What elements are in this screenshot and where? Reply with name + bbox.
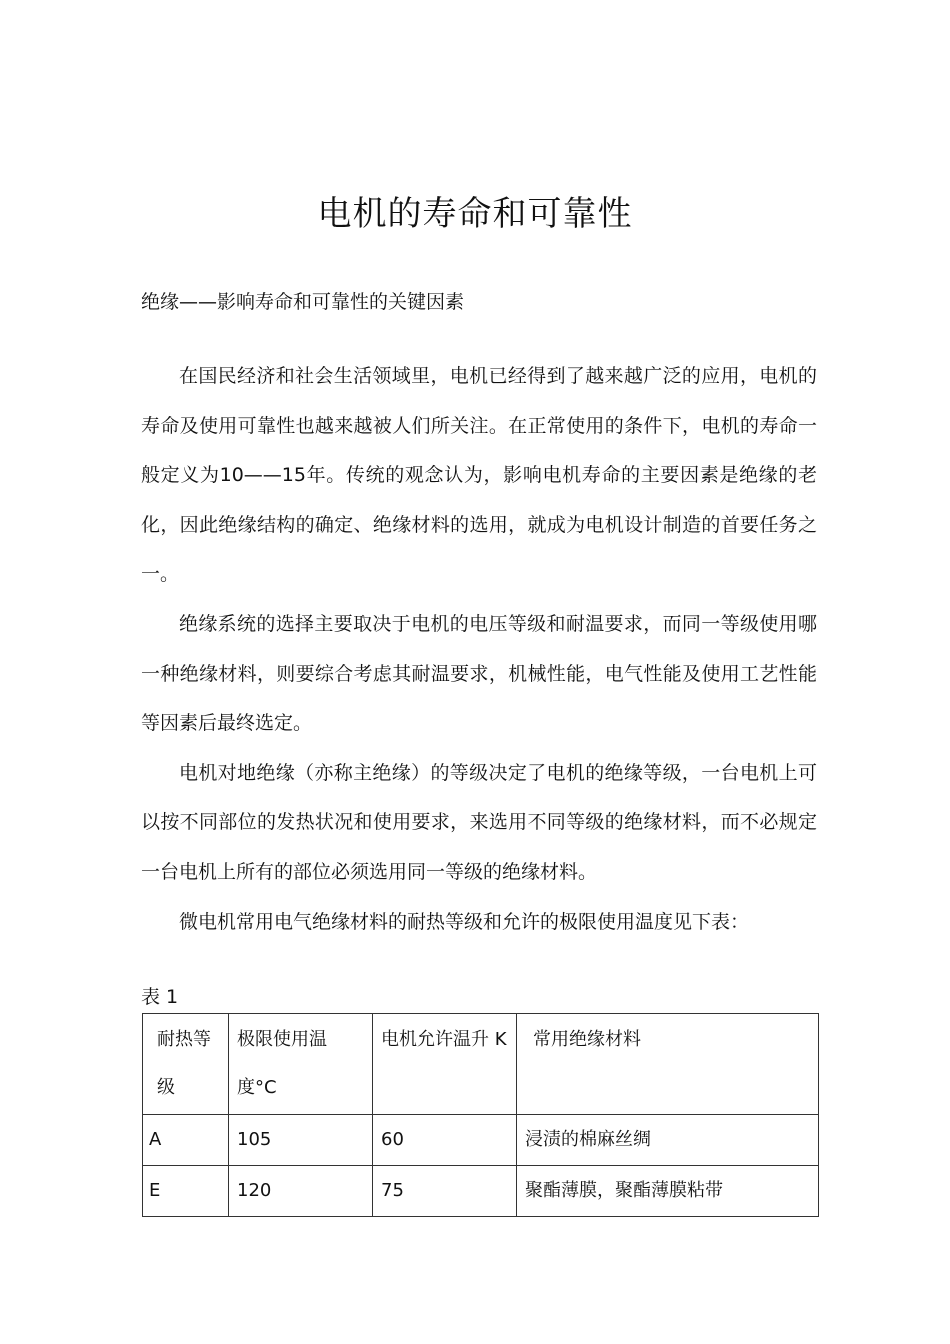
header-cell-materials: 常用绝缘材料: [517, 1014, 819, 1115]
body-text: [141, 352, 817, 947]
header-cell-grade: 耐热等级: [143, 1014, 229, 1115]
paragraph: 绝缘系统的选择主要取决于电机的电压等级和耐温要求，而同一等级使用哪一种绝缘材料，则要综合考虑其耐温要求，机械性能，电气性能及使用工艺性能等因素后最终选定。: [141, 612, 817, 735]
section-subtitle: 绝缘——影响寿命和可靠性的关键因素: [141, 291, 465, 313]
table-container: [142, 1013, 820, 1218]
table-row: [143, 1166, 819, 1217]
document-title: 电机的寿命和可靠性: [317, 194, 633, 234]
header-cell-temp-rise: 电机允许温升 K: [373, 1014, 517, 1115]
paragraph: 在国民经济和社会生活领域里，电机已经得到了越来越广泛的应用，电机的寿命及使用可靠性也越来越被人们所关注。在正常使用的条件下，电机的寿命一般定义为10——15年。传统的观念认为，影响电机寿命的主要因素是绝缘的老化，因此绝缘结构的确定、绝缘材料的选用，就成为电机设计制造的首要任务之一。: [141, 365, 817, 586]
header-cell-limit-temp: 极限使用温度°C: [229, 1014, 373, 1115]
table-header-row: [143, 1014, 819, 1115]
cell-temp-rise: 75: [373, 1166, 517, 1217]
paragraph: 微电机常用电气绝缘材料的耐热等级和允许的极限使用温度见下表：: [179, 910, 750, 933]
table-row: [143, 1115, 819, 1166]
cell-materials: 聚酯薄膜，聚酯薄膜粘带: [517, 1166, 819, 1217]
insulation-grade-table: [142, 1013, 819, 1217]
cell-limit-temp: 120: [229, 1166, 373, 1217]
cell-materials: 浸渍的棉麻丝绸: [517, 1115, 819, 1166]
paragraph: 电机对地绝缘（亦称主绝缘）的等级决定了电机的绝缘等级，一台电机上可以按不同部位的发热状况和使用要求，来选用不同等级的绝缘材料，而不必规定一台电机上所有的部位必须选用同一等级的绝缘材料。: [141, 761, 817, 883]
cell-limit-temp: 105: [229, 1115, 373, 1166]
table-caption: 表 1: [141, 986, 179, 1008]
cell-temp-rise: 60: [373, 1115, 517, 1166]
cell-grade: A: [143, 1115, 229, 1166]
cell-grade: E: [143, 1166, 229, 1217]
